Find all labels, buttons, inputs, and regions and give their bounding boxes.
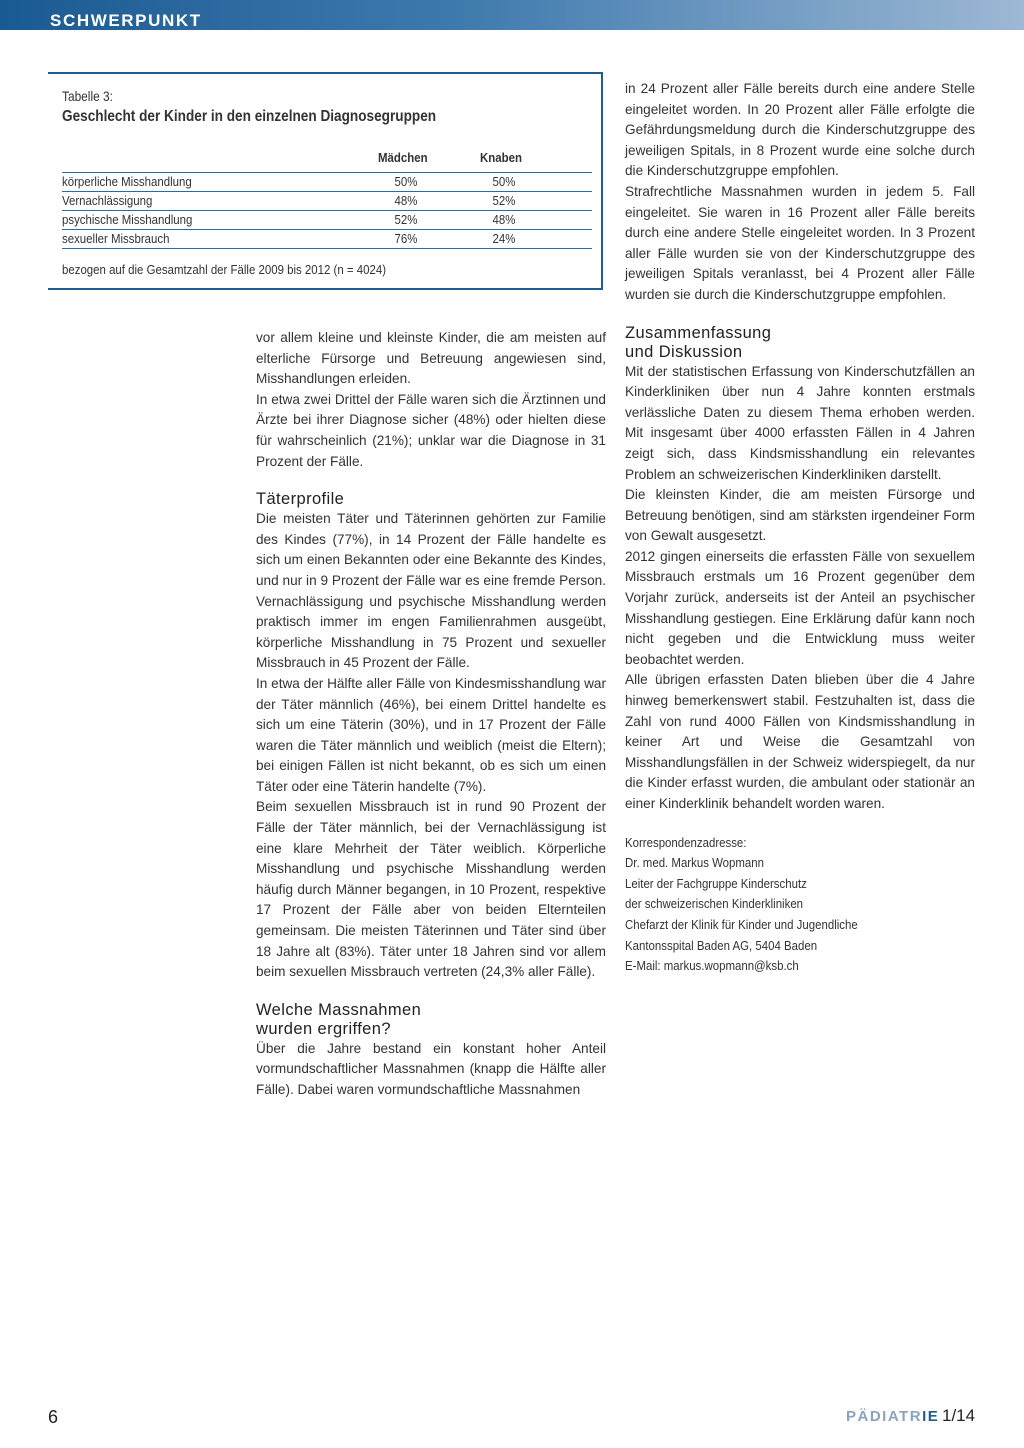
address-line: Korrespondenzadresse: bbox=[625, 834, 747, 850]
paragraph: Die meisten Täter und Täterinnen gehörten zur Familie des Kindes (77%), in 14 Prozent der Fälle handelte es sich um einen Bekannten oder eine Bekannte des Kindes, und nur in 9 Prozent der Fälle war es eine fremde Person. Vernachlässigung und psychische Misshandlung werden praktisch immer im engen Familienrahmen ausgeübt, körperliche Misshandlung in 75 Prozent und sexueller Missbrauch in 45 Prozent der Fälle. bbox=[256, 511, 606, 671]
table-row bbox=[62, 192, 592, 211]
girls-value: 52% bbox=[394, 212, 418, 227]
table-3-box bbox=[48, 72, 603, 290]
logo-main: PÄDIATR bbox=[846, 1408, 923, 1425]
paragraph: Über die Jahre bestand ein konstant hoher Anteil vormundschaftlicher Massnahmen (knapp die Hälfte aller Fälle). Dabei waren vormundschaftliche Massnahmen bbox=[256, 1040, 606, 1097]
girls-value: 50% bbox=[394, 174, 418, 189]
row-label: körperliche Misshandlung bbox=[62, 174, 192, 189]
row-label: Vernachlässigung bbox=[62, 193, 153, 208]
paragraph: Alle übrigen erfassten Daten blieben über die 4 Jahre hinweg bemerkenswert stabil. Festzuhalten ist, dass die Zahl von rund 4000 Fällen von Kindsmisshandlung in keiner Art und Weise die Gesamtzahl von Misshandlungsfällen in der Schweiz widerspiegelt, da nur die Kinder erfasst wurden, die ambulant oder stationär an einer Kinderklinik behandelt worden waren. bbox=[625, 672, 975, 811]
table-row bbox=[62, 211, 592, 230]
address-line: Dr. med. Markus Wopmann bbox=[625, 855, 765, 871]
paragraph: Die kleinsten Kinder, die am meisten Fürsorge und Betreuung benötigen, sind am stärksten irgendeiner Form von Gewalt ausgesetzt. bbox=[625, 487, 975, 544]
table-footnote: bezogen auf die Gesamtzahl der Fälle 2009 bis 2012 (n = 4024) bbox=[62, 262, 387, 277]
logo-accent: IE bbox=[922, 1408, 940, 1425]
boys-value: 52% bbox=[492, 193, 516, 208]
page-number: 6 bbox=[48, 1407, 59, 1427]
address-line: der schweizerischen Kinderkliniken bbox=[625, 896, 804, 912]
row-label: sexueller Missbrauch bbox=[62, 231, 170, 246]
row-label: psychische Misshandlung bbox=[62, 212, 193, 227]
paragraph: vor allem kleine und kleinste Kinder, die am meisten auf elterliche Fürsorge und Betreuung angewiesen sind, Misshandlungen erleiden. bbox=[256, 330, 606, 387]
boys-value: 48% bbox=[492, 212, 516, 227]
paragraph: Mit der statistischen Erfassung von Kinderschutzfällen an Kinderkliniken über nun 4 Jahre konnten erstmals verlässliche Daten zu diesem Thema erhoben werden. Mit insgesamt über 4000 erfassten Fällen in 4 Jahren zeigt sich, dass Kindsmisshandlung ein relevantes Problem an schweizerischen Kinderkliniken darstellt. bbox=[625, 363, 975, 482]
table-title: Geschlecht der Kinder in den einzelnen Diagnosegruppen bbox=[62, 108, 437, 125]
table-row bbox=[62, 172, 592, 192]
heading-line: und Diskussion bbox=[625, 342, 743, 361]
section-heading-taeterprofile: Täterprofile bbox=[256, 490, 345, 509]
address-email: E-Mail: markus.wopmann@ksb.ch bbox=[625, 958, 799, 974]
gender-table bbox=[62, 148, 592, 249]
table-label: Tabelle 3: bbox=[62, 88, 113, 104]
address-line: Kantonsspital Baden AG, 5404 Baden bbox=[625, 937, 818, 953]
paragraph: 2012 gingen einerseits die erfassten Fälle von sexuellem Missbrauch erstmals um 16 Prozent gegenüber dem Vorjahr zurück, anderseits ist der Anteil an psychischer Misshandlung gestiegen. Eine Erklärung dafür kann noch nicht gegeben und die Entwicklung muss weiter beobachtet werden. bbox=[625, 548, 975, 667]
girls-value: 48% bbox=[394, 193, 418, 208]
paragraph: Beim sexuellen Missbrauch ist in rund 90 Prozent der Fälle der Täter männlich, bei der Vernachlässigung ist eine klare Mehrheit der Täter weiblich. Körperliche Misshandlung und psychische Misshandlung werden häufig durch Männer begangen, in 10 Prozent, respektive 17 Prozent der Fälle aber von beiden Elternteilen gemeinsam. Die meisten Täterinnen und Täter sind über 18 Jahre alt (83%). Täter unter 18 Jahren sind vor allem beim sexuellen Missbrauch vertreten (24,3% aller Fälle). bbox=[256, 799, 606, 980]
paragraph: in 24 Prozent aller Fälle bereits durch eine andere Stelle eingeleitet worden. In 20 Prozent aller Fälle erfolgte die Gefährdungsmeldung durch die Kinderschutzgruppe des jeweiligen Spitals, in 8 Prozent wurde eine solche durch die Kinderschutzgruppe empfohlen. bbox=[625, 81, 975, 179]
address-line: Leiter der Fachgruppe Kinderschutz bbox=[625, 875, 807, 891]
section-heading-zusammenfassung bbox=[625, 324, 975, 362]
heading-line: Welche Massnahmen bbox=[256, 1000, 422, 1019]
section-title: SCHWERPUNKT bbox=[50, 11, 202, 30]
right-column bbox=[625, 79, 975, 977]
correspondence-address bbox=[625, 833, 975, 977]
address-line: Chefarzt der Klinik für Kinder und Jugendliche bbox=[625, 916, 858, 932]
heading-line: wurden ergriffen? bbox=[256, 1019, 391, 1038]
paragraph: In etwa zwei Drittel der Fälle waren sich die Ärztinnen und Ärzte bei ihrer Diagnose sicher (48%) oder hielten diese für wahrscheinlich (21%); unklar war die Diagnose in 31 Prozent der Fälle. bbox=[256, 391, 606, 469]
column-header-boys: Knaben bbox=[480, 150, 522, 165]
table-row bbox=[62, 230, 592, 249]
header-bar bbox=[0, 0, 1024, 30]
boys-value: 50% bbox=[492, 174, 516, 189]
girls-value: 76% bbox=[394, 231, 418, 246]
middle-column bbox=[256, 328, 606, 1101]
column-header-girls: Mädchen bbox=[378, 150, 428, 165]
paragraph: Strafrechtliche Massnahmen wurden in jedem 5. Fall eingeleitet. Sie waren in 16 Prozent aller Fälle bereits durch eine andere Stelle eingeleitet worden. In 3 Prozent aller Fälle wurden sie von der Kinderschutzgruppe des jeweiligen Spitals veranlasst, bei 4 Prozent aller Fälle wurden sie durch die Kinderschutzgruppe empfohlen. bbox=[625, 183, 975, 302]
paragraph: In etwa der Hälfte aller Fälle von Kindesmisshandlung war der Täter männlich (46%), bei einem Drittel handelte es sich um eine Täterin (30%), und in 17 Prozent der Fälle waren die Täter männlich und weiblich (meist die Eltern); bei einigen Fällen ist nicht bekannt, ob es sich um einen Täter oder eine Täterin handelte (7%). bbox=[256, 675, 606, 794]
journal-logo bbox=[846, 1408, 939, 1425]
table-header-row bbox=[62, 148, 592, 172]
heading-line: Zusammenfassung bbox=[625, 323, 772, 342]
section-heading-massnahmen bbox=[256, 1001, 606, 1039]
boys-value: 24% bbox=[492, 231, 516, 246]
issue-number: 1/14 bbox=[942, 1406, 976, 1425]
